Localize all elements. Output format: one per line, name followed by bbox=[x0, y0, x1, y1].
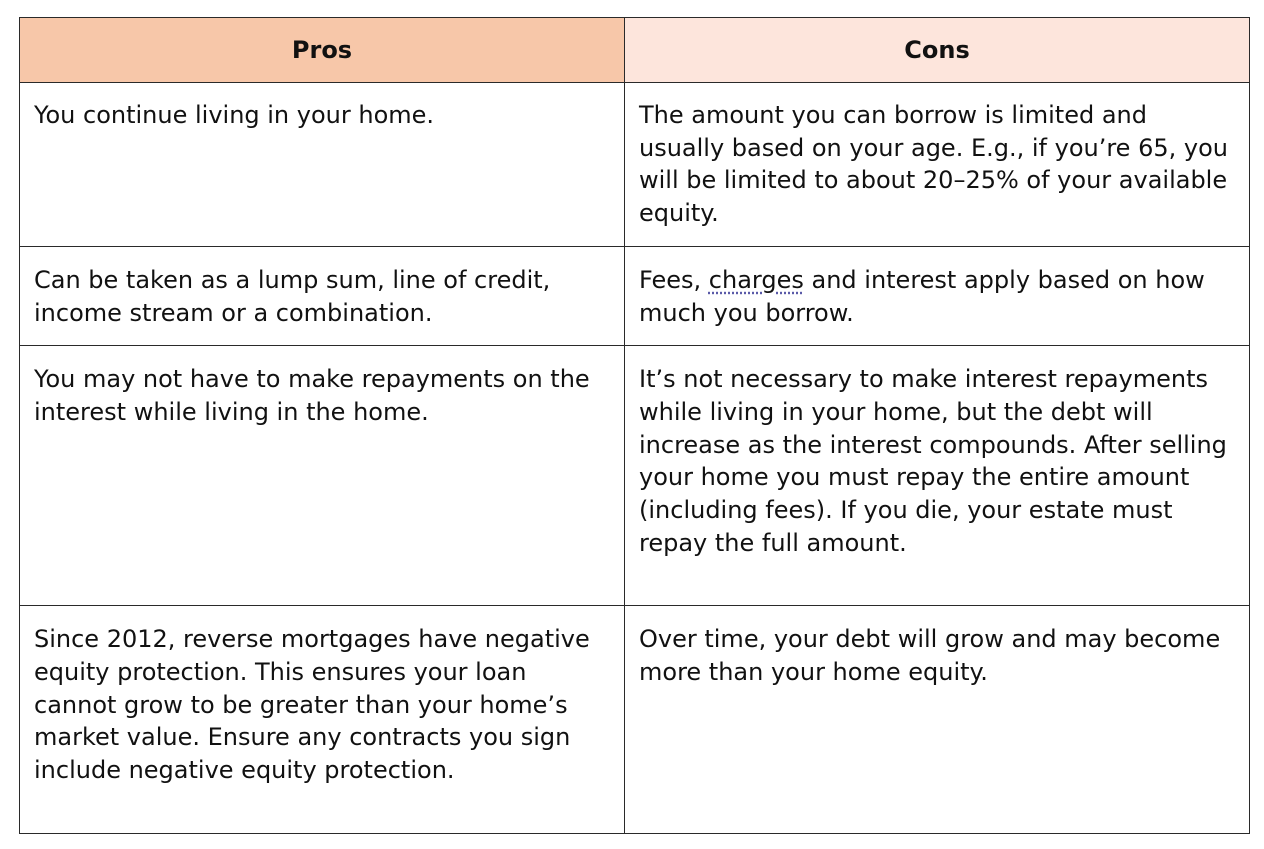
cons-text-start: Fees, bbox=[639, 265, 709, 294]
cons-cell: Over time, your debt will grow and may become more than your home equity. bbox=[625, 606, 1250, 834]
table-body bbox=[20, 83, 1250, 834]
table-row bbox=[20, 83, 1250, 247]
pros-header: Pros bbox=[20, 18, 625, 83]
cons-cell: The amount you can borrow is limited and usually based on your age. E.g., if you’re 65, you will be limited to about 20–25% of your available equity. bbox=[625, 83, 1250, 247]
cons-cell bbox=[625, 246, 1250, 345]
cons-header: Cons bbox=[625, 18, 1250, 83]
pros-cons-table-container bbox=[19, 17, 1249, 834]
header-row bbox=[20, 18, 1250, 83]
table-row bbox=[20, 606, 1250, 834]
pros-cell: Since 2012, reverse mortgages have negative equity protection. This ensures your loan cannot grow to be greater than your home’s market value. Ensure any contracts you sign include negative equity protection. bbox=[20, 606, 625, 834]
pros-cell: You continue living in your home. bbox=[20, 83, 625, 247]
table-row bbox=[20, 246, 1250, 345]
pros-cons-table bbox=[19, 17, 1250, 834]
spellcheck-marked-word[interactable]: charges bbox=[708, 265, 804, 294]
pros-cell: Can be taken as a lump sum, line of credit, income stream or a combination. bbox=[20, 246, 625, 345]
cons-cell: It’s not necessary to make interest repayments while living in your home, but the debt will increase as the interest compounds. After selling your home you must repay the entire amount (including fees). If you die, your estate must repay the full amount. bbox=[625, 346, 1250, 606]
pros-cell: You may not have to make repayments on the interest while living in the home. bbox=[20, 346, 625, 606]
cons-text-end: and interest apply based on how much you borrow. bbox=[639, 265, 1205, 327]
table-header bbox=[20, 18, 1250, 83]
table-row bbox=[20, 346, 1250, 606]
